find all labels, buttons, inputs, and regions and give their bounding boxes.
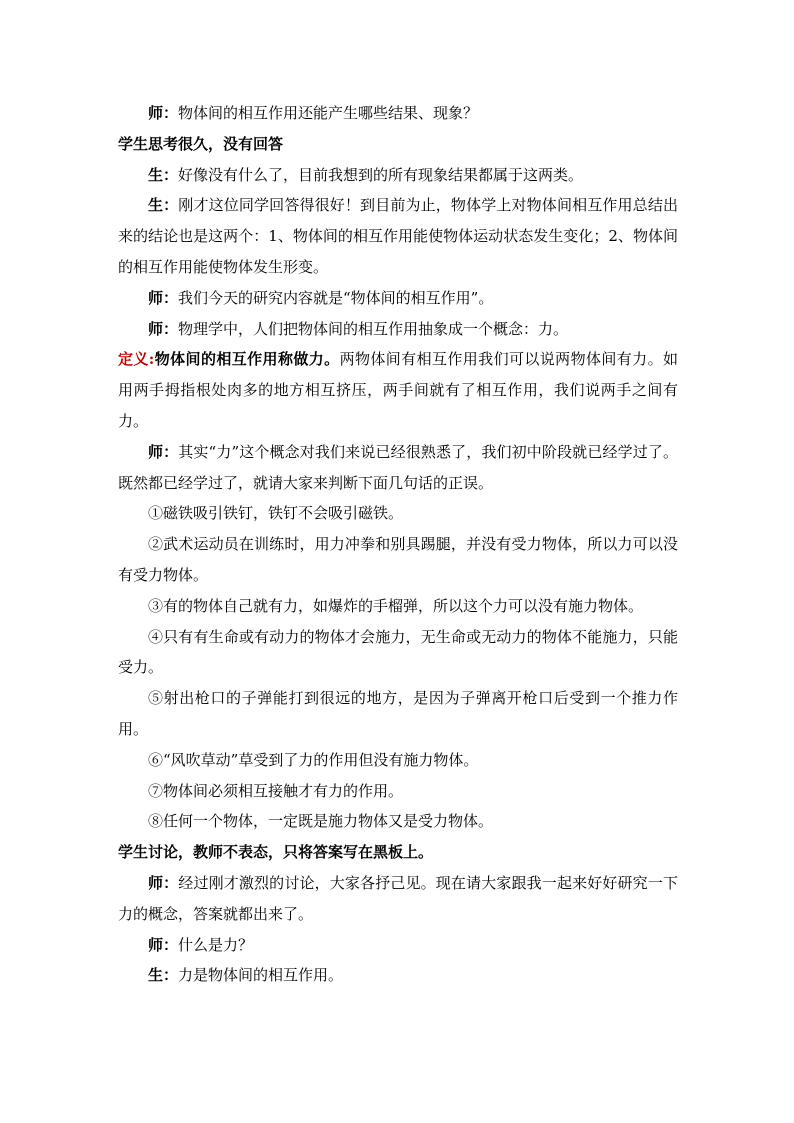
- paragraph-text: 什么是力？: [178, 935, 254, 954]
- definition-label: 定义:: [118, 350, 155, 369]
- paragraph-familiar: [118, 437, 678, 499]
- paragraph-text: 力是物体间的相互作用。: [178, 966, 344, 985]
- paragraph-text: 其实“力”这个概念对我们来说已经很熟悉了，我们初中阶段就已经学过了。既然都已经学过了，就请大家来判断下面几句话的正误。: [118, 442, 678, 492]
- paragraph-concept: [118, 314, 678, 345]
- speaker-label: 生：: [148, 196, 179, 215]
- speaker-label: 师：: [148, 288, 179, 307]
- stage-direction: 学生思考很久，没有回答: [118, 134, 284, 153]
- statement-item: ③有的物体自己就有力，如爆炸的手榴弹，所以这个力可以没有施力物体。: [148, 596, 644, 615]
- speaker-label: 师：: [148, 104, 179, 122]
- paragraph-text: 物理学中，人们把物体间的相互作用抽象成一个概念：力。: [178, 319, 569, 338]
- paragraph-definition: [118, 344, 678, 436]
- definition-term: 物体间的相互作用称做力。: [154, 350, 340, 369]
- paragraph-text: 我们今天的研究内容就是“物体间的相互作用”。: [178, 288, 494, 307]
- statement-item: ⑥“风吹草动”草受到了力的作用但没有施力物体。: [148, 750, 479, 769]
- statement-item: ⑤射出枪口的子弹能打到很远的地方，是因为子弹离开枪口后受到一个推力作用。: [118, 689, 678, 738]
- speaker-label: 师：: [148, 442, 179, 461]
- stage-direction: 学生讨论，教师不表态，只将答案写在黑板上。: [118, 843, 434, 862]
- paragraph-topic: [118, 283, 678, 314]
- paragraph-discussion: [118, 868, 678, 930]
- paragraph-text: 刚才这位同学回答得很好！到目前为止，物体学上对物体间相互作用总结出来的结论也是这两个：1、物体间的相互作用能使物体运动状态发生变化；2、物体间的相互作用能使物体发生形变。: [118, 196, 678, 276]
- statement-item: ⑦物体间必须相互接触才有力的作用。: [148, 781, 404, 800]
- paragraph-teacher-ask: [118, 930, 678, 961]
- paragraph-conclusion: [118, 190, 678, 282]
- paragraph-text: 好像没有什么了，目前我想到的所有现象结果都属于这两类。: [178, 165, 584, 184]
- paragraph-student-answer: [118, 160, 678, 191]
- document-page: [118, 98, 678, 991]
- speaker-label: 生：: [148, 165, 179, 184]
- speaker-label: 师：: [148, 873, 179, 892]
- paragraph-student-reply: [118, 960, 678, 991]
- statement-item: ②武术运动员在训练时，用力冲拳和别具踢腿，并没有受力物体，所以力可以没有受力物体。: [118, 535, 678, 584]
- statement-item: ④只有有生命或有动力的物体才会施力，无生命或无动力的物体不能施力，只能受力。: [118, 627, 678, 677]
- speaker-label: 师：: [148, 319, 179, 338]
- statement-item: ⑧任何一个物体，一定既是施力物体又是受力物体。: [148, 812, 494, 831]
- paragraph-text: 经过刚才激烈的讨论，大家各抒己见。现在请大家跟我一起来好好研究一下力的概念，答案就都出来了。: [118, 873, 678, 923]
- statement-item: ①磁铁吸引铁钉，铁钉不会吸引磁铁。: [148, 504, 404, 523]
- speaker-label: 生：: [148, 966, 179, 985]
- speaker-label: 师：: [148, 935, 179, 954]
- paragraph-teacher-question: [118, 98, 678, 129]
- paragraph-text: 两物体间有相互作用我们可以说两物体间有力。如用两手拇指根处肉多的地方相互挤压，两手间就有了相互作用，我们说两手之间有力。: [118, 350, 678, 430]
- paragraph-text: 物体间的相互作用还能产生哪些结果、现象？: [178, 104, 479, 122]
